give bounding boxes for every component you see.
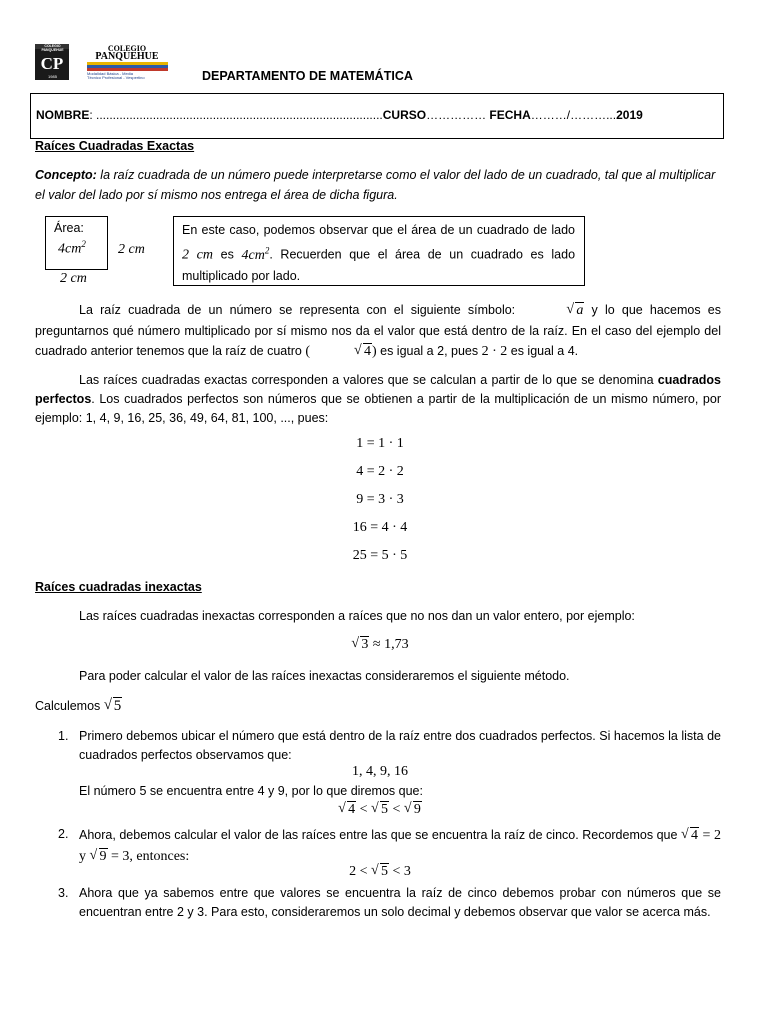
concept-text: la raíz cuadrada de un número puede interpretarse como el valor del lado de un cuadrado, tal que al multiplicar el valor del lado por sí mismo nos entrega el área de dicha figura.: [35, 168, 716, 202]
year-label: 2019: [616, 108, 643, 122]
concept-paragraph: [35, 165, 721, 205]
step-1-text: Primero debemos ubicar el número que está dentro de la raíz entre dos cuadrados perfectos. Si hacemos la lista de cuadrados perfectos observamos que:: [79, 729, 721, 762]
step-3-text: Ahora que ya sabemos entre que valores se encuentra la raíz de cinco debemos probar con números que se encuentran entre 2 y 3. Para esto, consideraremos un solo decimal y debemos observar que valor se acerca más.: [79, 886, 721, 919]
area-value: $4cm^2$: [58, 239, 86, 257]
step-3-number: 3.: [58, 886, 69, 900]
fecha-field[interactable]: ………/………...: [530, 108, 617, 122]
logo-name-line1: COLEGIO: [107, 44, 147, 53]
sqrt3-approximation: √ 3 ≈ 1,73: [290, 637, 470, 653]
calculate-sqrt5-label: Calculemos √ 5: [35, 697, 122, 716]
step-2-inequality: 2 < √ 5 < 3: [290, 864, 470, 880]
side-bottom-label: 2 cm: [60, 271, 87, 286]
perfect-squares-paragraph: Las raíces cuadradas exactas corresponden a valores que se calculan a partir de lo que se denomina cuadrados perfectos. Los cuadrados perfectos son números que se obtienen a partir de la multiplicación de un mismo número, por ejemplo: 1, 4, 9, 16, 25, 36, 49, 64, 81, 100, ..., pues:: [35, 373, 721, 425]
step-1-inequality: √ 4 < √ 5 < √ 9: [280, 802, 480, 818]
square-figure: [45, 216, 108, 270]
logo-name-line2: PANQUEHUE: [95, 51, 159, 62]
student-info-line: [36, 108, 643, 122]
step-1-number: 1.: [58, 729, 69, 743]
inexact-roots-paragraph: Las raíces cuadradas inexactas corresponden a raíces que no nos dan un valor entero, por ejemplo:: [79, 609, 635, 623]
nombre-label: NOMBRE: [36, 108, 90, 122]
section-exact-roots-title: Raíces Cuadradas Exactas: [35, 139, 195, 153]
logo-sub1: Modalidad Básica - Media: [87, 71, 134, 76]
school-logo: [35, 44, 168, 80]
explanation-text: En este caso, podemos observar que el área de un cuadrado de lado 2 cm es $4cm^2$. Recuerden que el área de un cuadrado es lado multiplicado por lado.: [182, 223, 576, 283]
equation-2: 4 = 2 · 2: [356, 464, 404, 479]
logo-sub2: Técnico Profesional - Vespertino: [87, 75, 145, 80]
department-title: DEPARTAMENTO DE MATEMÁTICA: [202, 69, 413, 83]
step-2-number: 2.: [58, 827, 69, 841]
step-1-list: 1, 4, 9, 16: [352, 764, 408, 779]
explanation-box: [173, 216, 585, 286]
fecha-label: FECHA: [489, 108, 531, 122]
curso-label: CURSO: [382, 108, 427, 122]
sqrt-a-symbol: √ a: [522, 301, 584, 321]
logo-small-text: COLEGIO PANQUEHUE: [41, 44, 64, 52]
area-label: Área:: [54, 221, 84, 235]
equation-1: 1 = 1 · 1: [356, 436, 404, 451]
curso-field[interactable]: ……………: [426, 108, 487, 122]
square-root-symbol-paragraph: La raíz cuadrada de un número se representa con el siguiente símbolo: √ a y lo que hacemos es preguntarnos qué número multiplicado por sí mismo nos da el valor que está dentro de la raíz. En el caso del ejemplo del cuadrado anterior tenemos que la raíz de cuatro (√ 4) es igual a 2, pues 2 · 2 es igual a 4.: [35, 300, 721, 362]
equation-5: 25 = 5 · 5: [352, 548, 408, 563]
side-right-label: 2 cm: [118, 242, 145, 257]
step-1-text2: El número 5 se encuentra entre 4 y 9, por lo que diremos que:: [79, 784, 423, 798]
nombre-field[interactable]: : ......................................................................................: [89, 108, 383, 122]
section-inexact-roots-title: Raíces cuadradas inexactas: [35, 580, 202, 594]
logo-year: 1985: [48, 74, 57, 79]
concept-label: Concepto:: [35, 168, 97, 182]
equation-3: 9 = 3 · 3: [356, 492, 404, 507]
student-info-box: [30, 93, 724, 139]
method-paragraph: Para poder calcular el valor de las raíces inexactas consideraremos el siguiente método.: [79, 669, 570, 683]
logo-initials: CP: [40, 54, 64, 73]
equation-4: 16 = 4 · 4: [352, 520, 408, 535]
step-2-text: Ahora, debemos calcular el valor de las raíces entre las que se encuentra la raíz de cinco. Recordemos que √ 4 = 2 y √ 9 = 3, entonces:: [79, 825, 721, 867]
